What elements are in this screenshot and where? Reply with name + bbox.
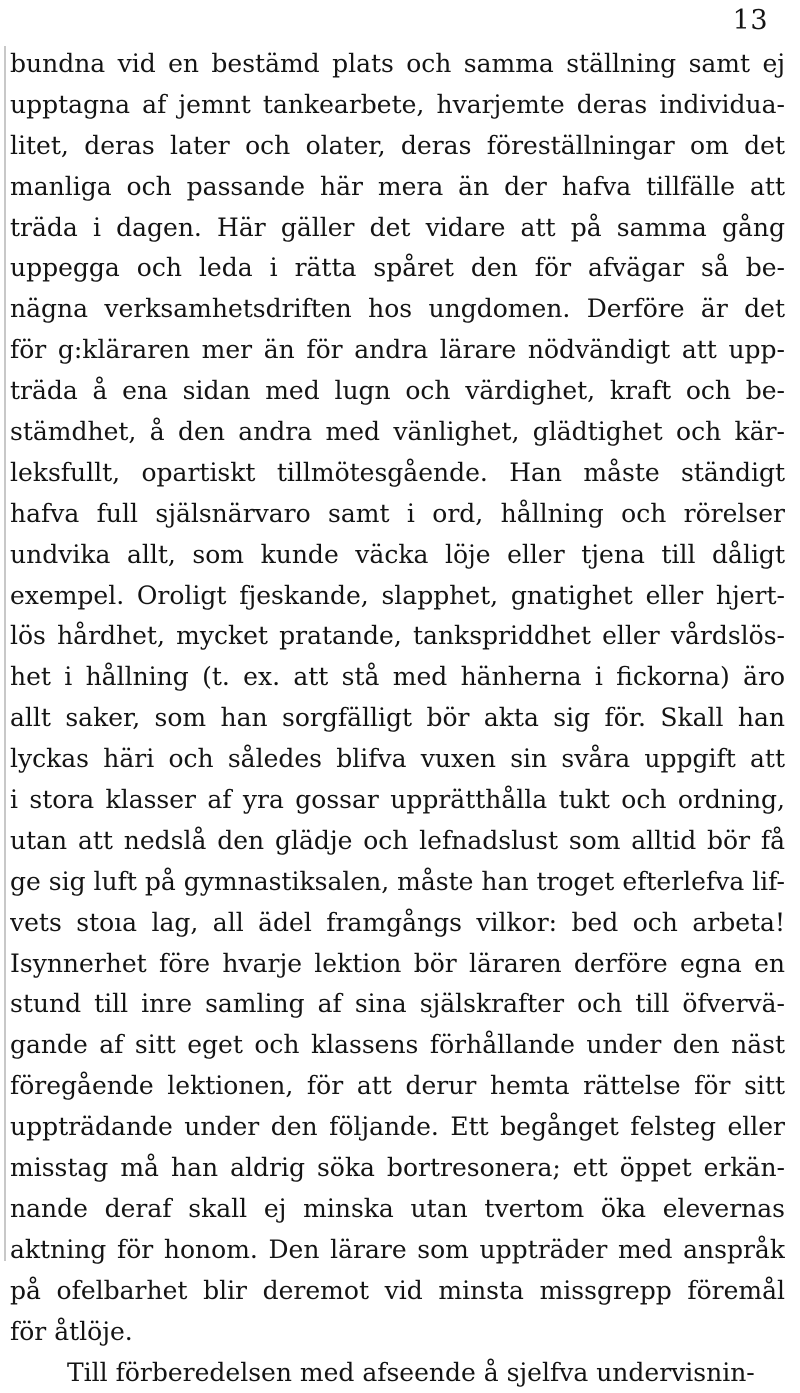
- text-line: uppegga och leda i rätta spåret den för afvägar så be-: [10, 248, 785, 289]
- text-line: leksfullt, opartiskt tillmötesgående. Han måste ständigt: [10, 453, 785, 494]
- text-line: träda å ena sidan med lugn och värdighet, kraft och be-: [10, 371, 785, 412]
- body-text: [10, 44, 785, 1393]
- text-line: ge sig luft på gymnastiksalen, måste han troget efterlefva lif-: [10, 862, 785, 903]
- text-line: Till förberedelsen med afseende å sjelfva undervisnin-: [10, 1353, 785, 1393]
- text-line: träda i dagen. Här gäller det vidare att på samma gång: [10, 208, 785, 249]
- text-line: för åtlöje.: [10, 1312, 785, 1353]
- text-line: föregående lektionen, för att derur hemta rättelse för sitt: [10, 1066, 785, 1107]
- text-line: lyckas häri och således blifva vuxen sin svåra uppgift att: [10, 739, 785, 780]
- text-line: stämdhet, å den andra med vänlighet, glädtighet och kär-: [10, 412, 785, 453]
- text-line: Isynnerhet före hvarje lektion bör läraren derföre egna en: [10, 944, 785, 985]
- text-line: stund till inre samling af sina själskrafter och till öfvervä-: [10, 984, 785, 1025]
- text-line: het i hållning (t. ex. att stå med hänherna i fickorna) äro: [10, 657, 785, 698]
- text-line: undvika allt, som kunde väcka löje eller tjena till dåligt: [10, 535, 785, 576]
- text-line: gande af sitt eget och klassens förhållande under den näst: [10, 1025, 785, 1066]
- text-line: hafva full själsnärvaro samt i ord, hållning och rörelser: [10, 494, 785, 535]
- page-number: 13: [733, 6, 768, 36]
- text-line: uppträdande under den följande. Ett begånget felsteg eller: [10, 1107, 785, 1148]
- text-line: på ofelbarhet blir deremot vid minsta missgrepp föremål: [10, 1271, 785, 1312]
- text-line: i stora klasser af yra gossar upprätthålla tukt och ordning,: [10, 780, 785, 821]
- text-line: lös hårdhet, mycket pratande, tankspriddhet eller vårdslös-: [10, 616, 785, 657]
- text-line: litet, deras later och olater, deras föreställningar om det: [10, 126, 785, 167]
- text-line: för g:kläraren mer än för andra lärare nödvändigt att upp-: [10, 330, 785, 371]
- text-line: bundna vid en bestämd plats och samma ställning samt ej: [10, 44, 785, 85]
- text-line: aktning för honom. Den lärare som uppträder med anspråk: [10, 1230, 785, 1271]
- text-line: vets stoıa lag, all ädel framgångs vilkor: bed och arbeta!: [10, 903, 785, 944]
- text-line: utan att nedslå den glädje och lefnadslust som alltid bör få: [10, 821, 785, 862]
- page-edge-shadow: [4, 46, 6, 1261]
- text-line: manliga och passande här mera än der hafva tillfälle att: [10, 167, 785, 208]
- text-line: nande deraf skall ej minska utan tvertom öka elevernas: [10, 1189, 785, 1230]
- text-line: nägna verksamhetsdriften hos ungdomen. Derföre är det: [10, 289, 785, 330]
- text-line: upptagna af jemnt tankearbete, hvarjemte deras individua-: [10, 85, 785, 126]
- text-line: allt saker, som han sorgfälligt bör akta sig för. Skall han: [10, 698, 785, 739]
- text-line: exempel. Oroligt fjeskande, slapphet, gnatighet eller hjert-: [10, 576, 785, 617]
- text-line: misstag må han aldrig söka bortresonera; ett öppet erkän-: [10, 1148, 785, 1189]
